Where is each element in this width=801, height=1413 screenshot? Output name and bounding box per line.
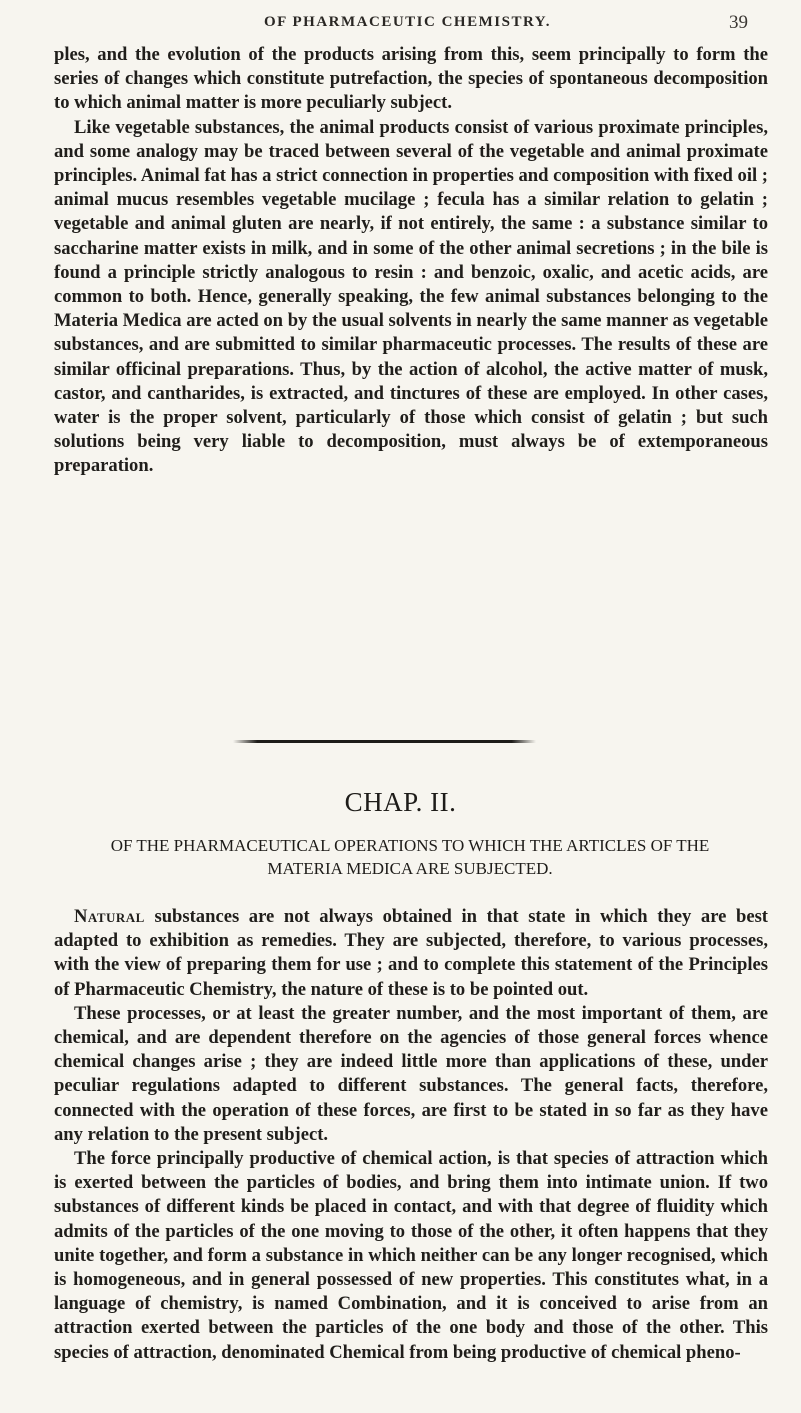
paragraph-text: substances are not always obtained in that state in which they are best adapted to exhibition as remedies. They are subjected, therefore, to various processes, with the view of preparing them for use ; and to complete this statement of the Principles of Pharmaceutic Chemistry, the nature of these is to be pointed out. — [54, 906, 768, 1000]
paragraph: Like vegetable substances, the animal products consist of various proximate principles, and some analogy may be traced between several of the vegetable and animal proximate principles. Animal fat has a strict connection in properties and composition with fixed oil ; animal mucus resembles vegetable mucilage ; fecula has a similar relation to gelatin ; vegetable and animal gluten are nearly, if not entirely, the same : a substance similar to saccharine matter exists in milk, and in some of the other animal secretions ; in the bile is found a principle strictly analogous to resin : and benzoic, oxalic, and acetic acids, are common to both. Hence, generally speaking, the few animal substances belonging to the Materia Medica are acted on by the usual solvents in nearly the same manner as vegetable substances, and are submitted to similar pharmaceutic processes. The results of these are similar officinal preparations. Thus, by the action of alcohol, the active matter of musk, castor, and cantharides, is extracted, and tinctures of these are employed. In other cases, water is the proper solvent, particularly of those which consist of gelatin ; but such solutions being very liable to decomposition, must always be of extemporaneous preparation. — [54, 116, 768, 477]
paragraph: The force principally productive of chemical action, is that species of attraction which is exerted between the particles of bodies, and bring them into intimate union. If two substances of different kinds be placed in contact, and with that degree of fluidity which admits of the particles of the one moving to those of the other, it often happens that they unite together, and form a substance in which neither can be any longer recognised, which is homogeneous, and in general possessed of new properties. This constitutes what, in a language of chemistry, is named Combination, and it is conceived to arise from an attraction exerted between the particles of the one body and those of the other. This species of attraction, denominated Chemical from being productive of chemical pheno- — [54, 1148, 768, 1363]
section-divider — [233, 740, 536, 743]
page-number: 39 — [729, 12, 748, 33]
chapter-title: CHAP. II. — [344, 787, 457, 817]
drop-word: Natural — [74, 906, 145, 927]
paragraph — [54, 905, 768, 1002]
running-title: OF PHARMACEUTIC CHEMISTRY. — [264, 14, 551, 30]
chapter-subtitle: OF THE PHARMACEUTICAL OPERATIONS TO WHICH THE ARTICLES OF THE MATERIA MEDICA ARE SUBJECTED. — [110, 836, 710, 878]
body-text-top — [54, 43, 768, 479]
running-head — [0, 8, 801, 38]
paragraph: ples, and the evolution of the products arising from this, seem principally to form the series of changes which constitute putrefaction, the species of spontaneous decomposition to which animal matter is more peculiarly subject. — [54, 44, 768, 114]
paragraph: These processes, or at least the greater number, and the most important of them, are chemical, and are dependent therefore on the agencies of those general forces whence chemical changes arise ; they are indeed little more than applications of these, under peculiar regulations adapted to different substances. The general facts, therefore, connected with the operation of these forces, are first to be stated in so far as they have any relation to the present subject. — [54, 1002, 768, 1145]
body-text-chapter — [54, 905, 768, 1365]
